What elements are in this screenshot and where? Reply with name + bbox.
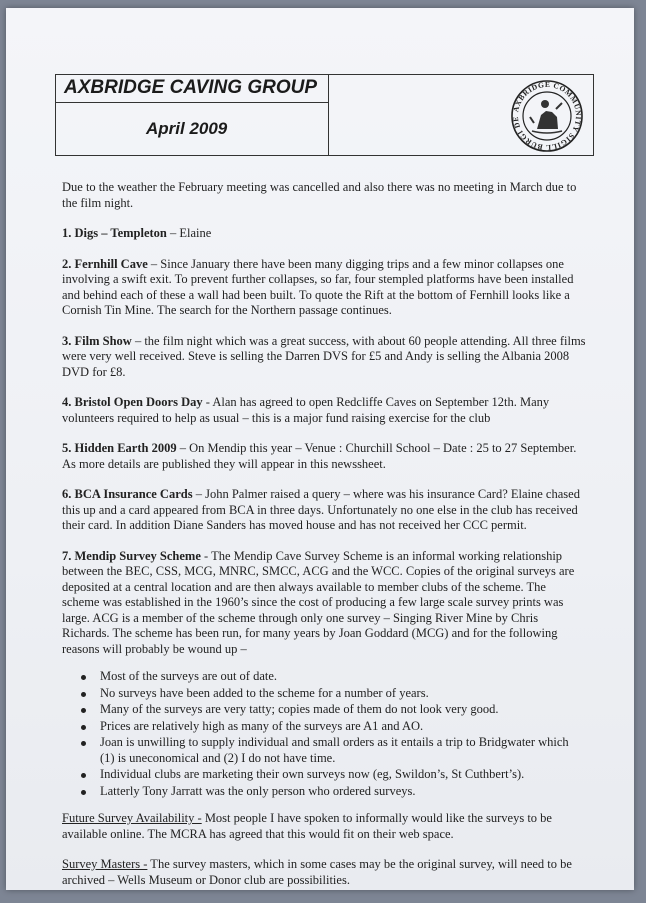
- item-text: – the film night which was a great success, with about 60 people attending. All three films were very well received. Steve is selling the Darren DVS for £5 and Andy is selling the Albania 2008 DVD for £8.: [62, 333, 586, 379]
- list-item: Most of the surveys are out of date.: [62, 669, 586, 685]
- header-rule: [56, 102, 328, 103]
- intro-paragraph: Due to the weather the February meeting was cancelled and also there was no meeting in March due to the film night.: [62, 180, 577, 210]
- newsletter-body: [62, 180, 586, 903]
- item-heading: 3. Film Show: [62, 333, 132, 348]
- list-item: Latterly Tony Jarratt was the only person who ordered surveys.: [62, 784, 586, 800]
- list-item: Individual clubs are marketing their own surveys now (eg, Swildon’s, St Cuthbert’s).: [62, 767, 586, 783]
- item-heading: 1. Digs – Templeton: [62, 226, 167, 240]
- list-item: Joan is unwilling to supply individual and small orders as it entails a trip to Bridgwater which (1) is uneconomical and (2) I do not have time.: [62, 735, 586, 766]
- item-text: - Alan has agreed to open Redcliffe Caves on September 12th. Many volunteers required to help as usual – this is a major fund raising exercise for the club: [62, 395, 550, 425]
- item-text: – John Palmer raised a query – where was his insurance Card? Elaine chased this up and a card appeared from BCA in three days. Unfortunately no one else in the club has received their card. In addition Diane Sanders has moved house and has not received her CCC permit.: [62, 487, 580, 532]
- header-box: [55, 74, 594, 156]
- item-survey-scheme: [62, 549, 586, 658]
- seal-lettering: AXBRIDGE COMMUNITY SIGILL BURGI DE: [510, 79, 584, 153]
- item-hidden-earth: [62, 441, 586, 472]
- list-item: Prices are relatively high as many of the surveys are A1 and AO.: [62, 719, 586, 735]
- survey-masters-label: Survey Masters -: [62, 857, 148, 871]
- reasons-list: [62, 669, 586, 799]
- item-heading: 2. Fernhill Cave: [62, 256, 148, 271]
- header-divider: [328, 75, 329, 155]
- item-digs: [62, 226, 586, 242]
- future-availability-paragraph: [62, 811, 586, 842]
- item-heading: 7. Mendip Survey Scheme: [62, 548, 201, 563]
- item-film-show: [62, 334, 586, 381]
- item-text: - The Mendip Cave Survey Scheme is an informal working relationship between the BEC, CSS, MCG, MNRC, SMCC, ACG and the WCC. Copies of the original surveys are deposited at a central location and are then always available to member clubs of the scheme. The scheme was established in the 1960’s since the cost of producing a few large scale survey prints was large. ACG is a member of the scheme through only one survey – Singing River Mine by Chris Richards. The scheme has been run, for many years by Joan Goddard (MCG) and for the following reasons will probably be wound up –: [62, 548, 575, 656]
- list-item: No surveys have been added to the scheme for a number of years.: [62, 686, 586, 702]
- future-availability-text: Most people I have spoken to informally would like the surveys to be available online. The MCRA has agreed that this would fit on their web space.: [62, 811, 552, 841]
- survey-masters-paragraph: [62, 857, 586, 888]
- item-fernhill-cave: [62, 257, 586, 319]
- town-seal-logo: [510, 79, 584, 153]
- item-open-doors: [62, 395, 586, 426]
- item-bca-insurance: [62, 487, 586, 534]
- item-text: – Elaine: [166, 226, 212, 240]
- item-text: – On Mendip this year – Venue : Churchill School – Date : 25 to 27 September. As more details are published they will appear in this newssheet.: [62, 441, 577, 471]
- issue-date: April 2009: [146, 119, 228, 138]
- future-availability-label: Future Survey Availability -: [62, 811, 202, 825]
- item-heading: 4. Bristol Open Doors Day: [62, 395, 203, 409]
- item-heading: 6. BCA Insurance Cards: [62, 487, 193, 501]
- item-heading: 5. Hidden Earth 2009: [62, 441, 177, 455]
- newsletter-page: [6, 8, 634, 890]
- item-text: – Since January there have been many digging trips and a few minor collapses one involving a swift exit. To prevent further collapses, so far, four stempled platforms have been installed and behind each of these a wall had been built. To quote the Rift at the bottom of Fernhill looks like a Cornish Tin Mine. The search for the Northern passage continues.: [62, 256, 574, 317]
- group-name: AXBRIDGE CAVING GROUP: [64, 77, 318, 98]
- list-item: Many of the surveys are very tatty; copies made of them do not look very good.: [62, 702, 586, 718]
- survey-masters-text: The survey masters, which in some cases may be the original survey, will need to be archived – Wells Museum or Donor club are possibilities.: [62, 857, 572, 887]
